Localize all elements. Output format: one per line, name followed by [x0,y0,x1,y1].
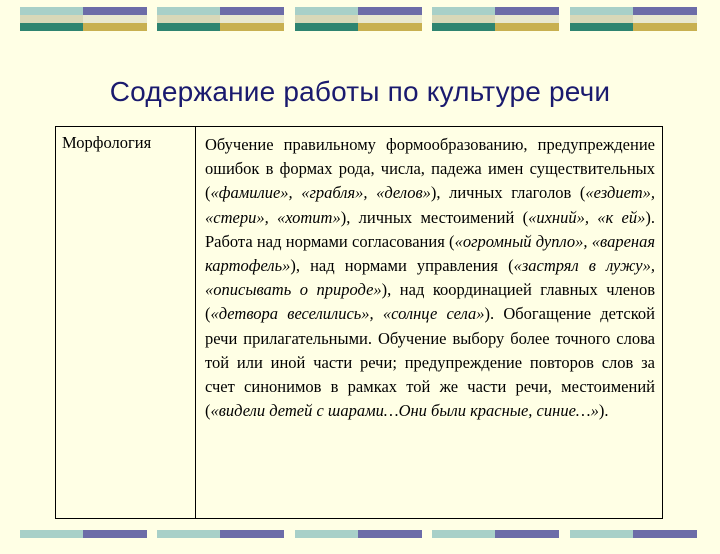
description-segment: ). Обогащение детской речи прилагательными. Обучение выбору более точного слова той или иной части речи; предупреждение повторов слов за счет синонимов в рамках той же части речи, местоимений ( [205,304,655,421]
description-segment: ), личных глаголов ( [430,183,586,203]
example-errors: «ихний», «к ей» [528,207,646,227]
topic-cell: Морфология [56,127,196,518]
decorative-tile [570,530,697,554]
description-cell [196,127,662,518]
decorative-tile [157,7,284,31]
decorative-tile [20,7,147,31]
example-errors: «ездиет», «стери», «хотит» [205,183,655,227]
example-errors: «видели детей с шарами…Они были красные, синие…» [210,401,599,421]
description-segment: ), над координацией главных членов ( [205,280,655,324]
decorative-tile [157,530,284,554]
example-errors: «фамилие», «грабля», «делов» [210,183,431,203]
decorative-tile [295,530,422,554]
example-errors: «детвора веселились», «солнце села» [210,304,485,324]
example-errors: «застрял в лужу», «описывать о природе» [205,256,656,300]
top-decorative-band [0,7,720,31]
decorative-tile [432,7,559,31]
content-table [55,126,663,519]
slide-title: Содержание работы по культуре речи [109,76,611,107]
description-segment: ). Работа над нормами согласования ( [205,207,655,251]
decorative-tile [570,7,697,31]
decorative-tile [295,7,422,31]
description-segment: ), личных местоимений ( [340,207,529,227]
decorative-tile [432,530,559,554]
description-segment: ). [598,401,609,421]
bottom-decorative-band [0,530,720,554]
description-segment: Обучение правильному формообразованию, предупреждение ошибок в формах рода, числа, падежа имен существительных ( [205,135,655,203]
decorative-tile [20,530,147,554]
description-segment: ), над нормами управления ( [290,256,514,276]
example-errors: «огромный дупло», «вареная картофель» [205,231,655,276]
